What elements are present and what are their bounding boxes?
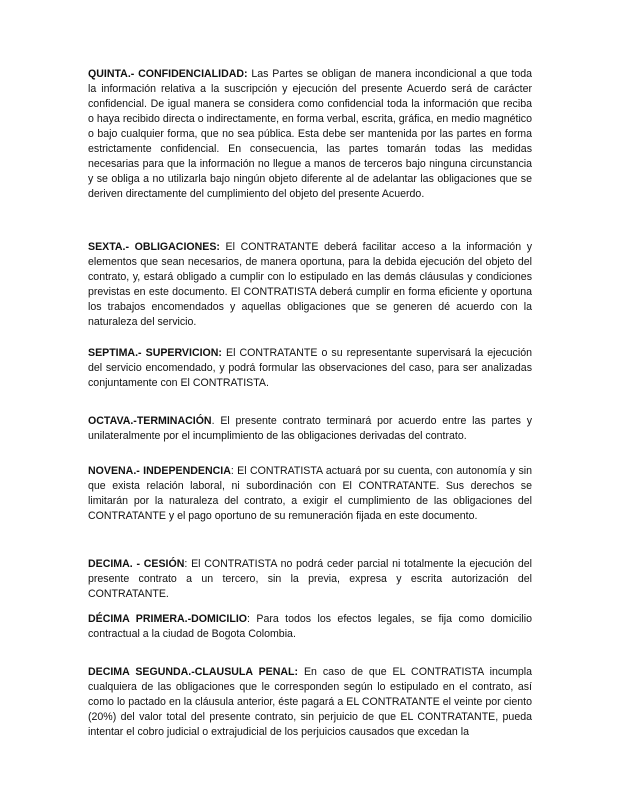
clause-heading: DECIMA SEGUNDA.-CLAUSULA PENAL:	[88, 666, 299, 678]
clause-sexta-obligaciones	[88, 240, 532, 330]
clause-septima-supervicion	[88, 346, 532, 391]
clause-decima-segunda-clausula-penal	[88, 665, 532, 740]
clause-heading: DECIMA. - CESIÓN	[88, 558, 185, 570]
clause-heading: QUINTA.- CONFIDENCIALIDAD:	[88, 68, 248, 80]
clause-heading: OCTAVA.-TERMINACIÓN	[88, 415, 212, 427]
clause-decima-cesion	[88, 557, 532, 602]
clause-quinta-confidencialidad	[88, 67, 532, 202]
clause-heading: SEXTA.- OBLIGACIONES:	[88, 241, 220, 253]
clause-body: : Para todos los efectos legales, se fija como domicilio contractual a la ciudad de Bogota Colombia.	[88, 613, 532, 640]
clause-body: : El CONTRATISTA no podrá ceder parcial ni totalmente la ejecución del presente contrato a un tercero, sin la previa, expresa y escrita autorización del CONTRATANTE.	[88, 558, 532, 600]
clause-novena-independencia	[88, 464, 532, 524]
clause-body: Las Partes se obligan de manera incondicional a que toda la información relativa a la suscripción y ejecución del presente Acuerdo será de carácter confidencial. De igual manera se considera como confidencial toda la información que reciba o haya recibido directa o indirectamente, en forma verbal, escrita, gráfica, en medio magnético o bajo cualquier forma, que no sea pública. Esta debe ser mantenida por las partes en forma estrictamente confidencial. En consecuencia, las partes tomarán todas las medidas necesarias para que la información no llegue a manos de terceros bajo ninguna circunstancia y se obliga a no utilizarla bajo ningún objeto diferente al de adelantar las obligaciones que se deriven directamente del cumplimiento del objeto del presente Acuerdo.	[88, 68, 532, 200]
clause-body: . El presente contrato terminará por acuerdo entre las partes y unilateralmente por el incumplimiento de las obligaciones derivadas del contrato.	[88, 415, 532, 442]
clause-body: : El CONTRATISTA actuará por su cuenta, con autonomía y sin que exista relación laboral, ni subordinación con El CONTRATANTE. Sus derechos se limitarán por la naturaleza del contrato, a exigir el cumplimiento de las obligaciones del CONTRATANTE y el pago oportuno de su remuneración fijada en este documento.	[88, 465, 532, 522]
clause-body: En caso de que EL CONTRATISTA incumpla cualquiera de las obligaciones que le corresponden según lo estipulado en el contrato, así como lo pactado en la cláusula anterior, éste pagará a EL CONTRATANTE el veinte por ciento (20%) del valor total del presente contrato, sin perjuicio de que EL CONTRATANTE, pueda intentar el cobro judicial o extrajudicial de los perjuicios causados que excedan la	[88, 666, 532, 738]
clause-heading: DÉCIMA PRIMERA.-DOMICILIO	[88, 613, 248, 625]
clause-heading: NOVENA.- INDEPENDENCIA	[88, 465, 231, 477]
clause-body: El CONTRATANTE o su representante supervisará la ejecución del servicio encomendado, y podrá formular las observaciones del caso, para ser analizadas conjuntamente con El CONTRATISTA.	[88, 347, 532, 389]
clause-body: El CONTRATANTE deberá facilitar acceso a la información y elementos que sean necesarios, de manera oportuna, para la debida ejecución del objeto del contrato, y, estará obligado a cumplir con lo estipulado en las demás cláusulas y condiciones previstas en este documento. El CONTRATISTA deberá cumplir en forma eficiente y oportuna los trabajos encomendados y aquellas obligaciones que se generen dé acuerdo con la naturaleza del servicio.	[88, 241, 532, 328]
clause-decima-primera-domicilio	[88, 612, 532, 642]
clause-heading: SEPTIMA.- SUPERVICION:	[88, 347, 222, 359]
clause-octava-terminacion	[88, 414, 532, 444]
